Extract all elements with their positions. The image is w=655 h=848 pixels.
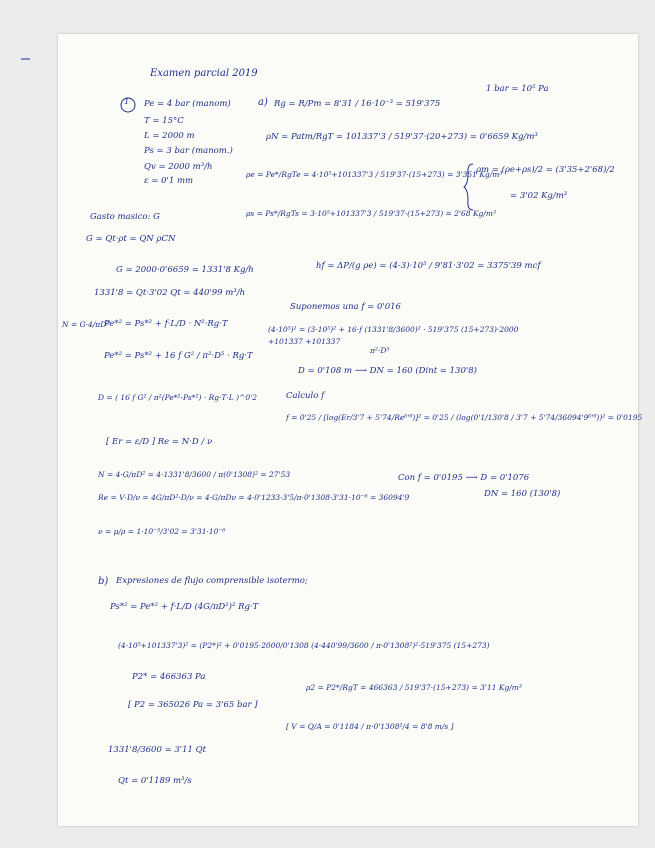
ps2-formula: Ps*² = Pe*² + f·L/D (4G/πD²)² Rg·T xyxy=(110,602,259,612)
data-temperature: T = 15°C xyxy=(144,116,184,126)
problem-number: 1 xyxy=(124,97,130,107)
iteration-equation: (4·10⁵)² = (3·10⁵)² + 16·f (1331'8/3600)² · 519'375 (15+273)·2000 xyxy=(268,325,519,334)
exam-sheet xyxy=(58,34,643,826)
rho-n-equation: ρN = Patm/RgT = 101337'3 / 519'37·(20+273) = 0'6659 Kg/m³ xyxy=(266,132,538,142)
gasto-label: Gasto masico: G xyxy=(90,212,160,222)
margin-mark xyxy=(20,56,32,62)
iteration-equation-den: π²·D⁵ xyxy=(370,346,390,355)
er-re-definitions: [ Er = ε/D ] Re = N·D / ν xyxy=(106,437,213,447)
pe2-equation-expanded: Pe*² = Ps*² + 16 f G² / π²·D⁵ · Rg·T xyxy=(104,351,253,361)
bar-conversion-note: 1 bar = 10⁵ Pa xyxy=(486,84,549,94)
g-value: G = 2000·0'6659 = 1331'8 Kg/h xyxy=(116,265,254,275)
n-definition: N = G·4/πD² xyxy=(62,320,110,329)
qt-final: Qt = 0'1189 m³/s xyxy=(118,776,192,786)
iteration-equation-sub: +101337 +101337 xyxy=(268,337,341,346)
rho-s-equation: ρs = Ps*/RgTs = 3·10⁵+101337'3 / 519'37·(15+273) = 2'68 Kg/m³ xyxy=(246,209,496,218)
d-formula: D = ( 16 f G² / π²(Pe*²-Ps*²) · Rg·T·L )^0'2 xyxy=(98,393,257,402)
data-pe: Pe = 4 bar (manom) xyxy=(144,99,231,109)
data-length: L = 2000 m xyxy=(144,131,195,141)
d-result: D = 0'108 m ⟶ DN = 160 (Dint = 130'8) xyxy=(298,366,477,376)
velocity-equation: [ V = Q/A = 0'1184 / π·0'1308²/4 = 8'8 m/s ] xyxy=(286,722,454,731)
hf-equation: hf = ΔP/(g ρe) = (4-3)·10⁵ / 9'81·3'02 = 3375'39 mcf xyxy=(316,261,541,271)
re-value: Re = V·D/ν = 4G/πD²·D/ν = 4·G/πDν = 4·0'1233·3'5/π·0'1308·3'31·10⁻⁶ = 36094'9 xyxy=(98,493,410,502)
part-b-numeric-equation: (4·10⁵+101337'3)² = (P2*)² + 0'0195·2000/0'1308 (4·440'99/3600 / π·0'1308²)²·519'375 (15+273) xyxy=(118,641,490,650)
g-formula: G = Qt·ρt = QN ρCN xyxy=(86,234,176,244)
part-b-label: b) xyxy=(98,576,109,587)
part-a-label: a) xyxy=(258,97,268,108)
data-flow: Qv = 2000 m³/h xyxy=(144,162,213,172)
exam-title: Examen parcial 2019 xyxy=(150,68,258,79)
rho-m-equation: ρm = (ρe+ρs)/2 = (3'35+2'68)/2 xyxy=(476,165,615,175)
brace-mark xyxy=(463,162,477,212)
part-b-heading: Expresiones de flujo comprensible isotermo; xyxy=(116,576,308,586)
p2-absolute: P2* = 466363 Pa xyxy=(132,672,206,682)
g-relation: 1331'8 = Qt·3'02 Qt = 440'99 m³/h xyxy=(94,288,246,298)
suponemos-text: Suponemos una f = 0'016 xyxy=(290,302,401,312)
final-f-text: Con f = 0'0195 ⟶ D = 0'1076 xyxy=(398,473,530,483)
n-value: N = 4·G/πD² = 4·1331'8/3600 / π(0'1308)² = 27'53 xyxy=(98,470,291,479)
calculo-label: Calculo f xyxy=(286,391,325,401)
rg-equation: Rg = R/Pm = 8'31 / 16·10⁻³ = 519'375 xyxy=(274,99,441,109)
data-ps: Ps = 3 bar (manom.) xyxy=(144,146,233,156)
pe2-equation: Pe*² = Ps*² + f·L/D · N²·Rg·T xyxy=(104,319,228,329)
rho2-equation: ρ2 = P2*/RgT = 466363 / 519'37·(15+273) = 3'11 Kg/m³ xyxy=(306,683,522,692)
rho-e-equation: ρe = Pe*/RgTe = 4·10⁵+101337'3 / 519'37·(15+273) = 3'351 Kg/m³ xyxy=(246,170,503,179)
nu-value: ν = μ/ρ = 1·10⁻⁵/3'02 = 3'31·10⁻⁶ xyxy=(98,527,226,536)
mass-ratio: 1331'8/3600 = 3'11 Qt xyxy=(108,745,207,755)
p2-manometric: [ P2 = 365026 Pa = 3'65 bar ] xyxy=(128,700,258,710)
data-roughness: ε = 0'1 mm xyxy=(144,176,194,186)
colebrook-equation: f = 0'25 / [log(Er/3'7 + 5'74/Re⁰'⁹)]² = 0'25 / (log(0'1/130'8 / 3'7 + 5'74/36094'9⁰'⁹))² = 0'0195 xyxy=(286,413,643,422)
rho-m-result: = 3'02 Kg/m³ xyxy=(510,191,568,201)
final-dn-text: DN = 160 (130'8) xyxy=(484,489,561,499)
